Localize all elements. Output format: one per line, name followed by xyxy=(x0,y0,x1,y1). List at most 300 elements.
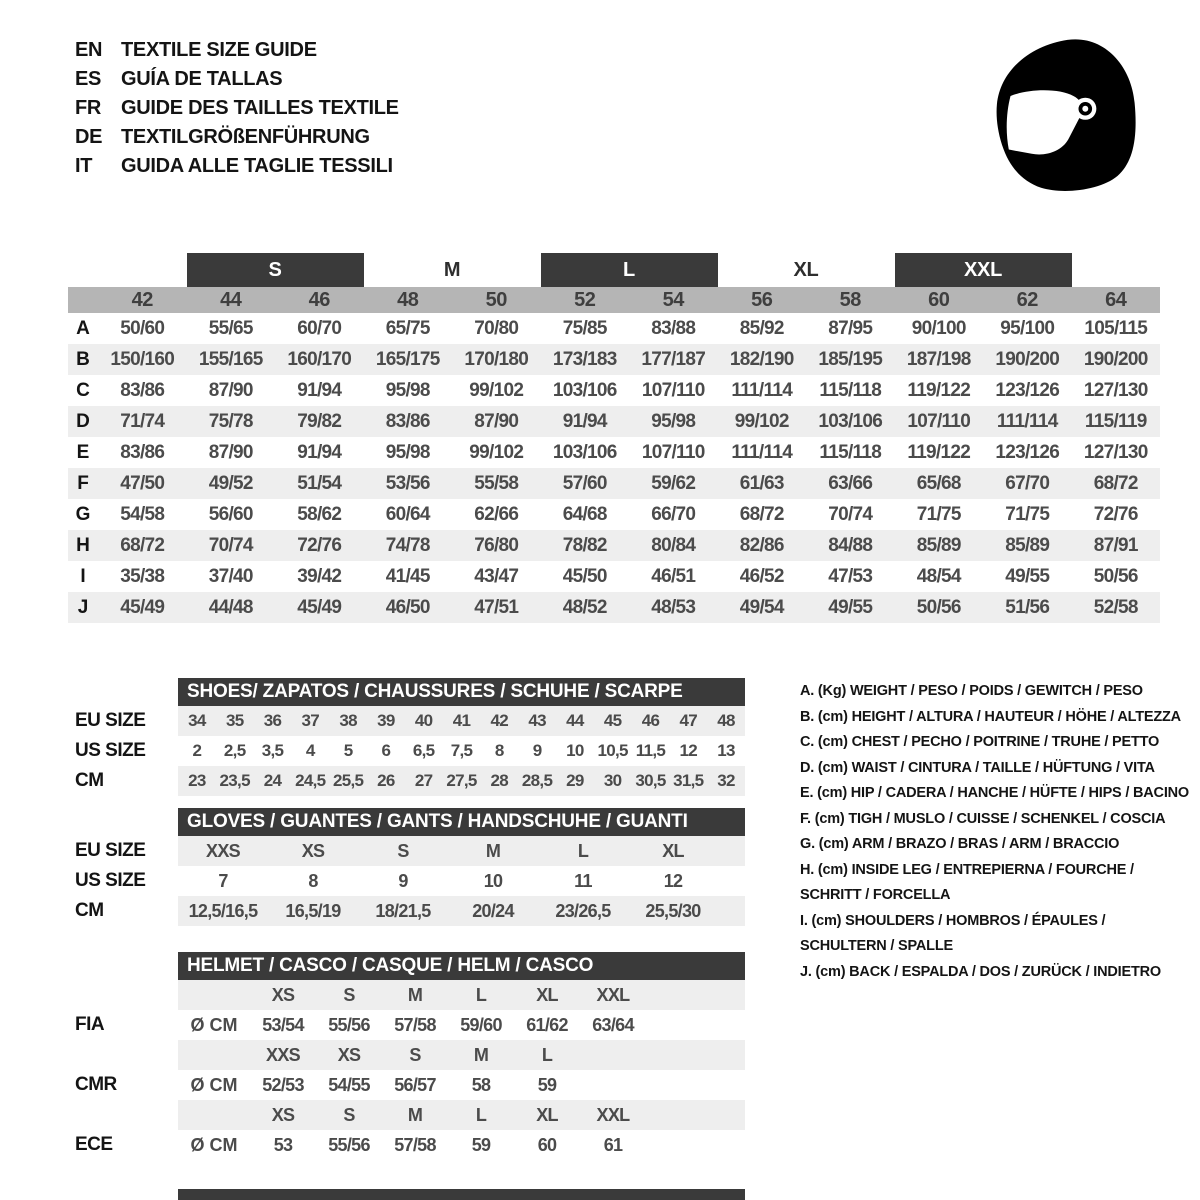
size-header-cell: S xyxy=(409,1045,421,1065)
legend-line: B. (cm) HEIGHT / ALTURA / HAUTEUR / HÖHE / ALTEZZA xyxy=(800,708,1181,725)
value-cell: 60/64 xyxy=(385,503,430,525)
legend-item xyxy=(800,858,1200,909)
column-header-cell: 44 xyxy=(220,289,242,311)
legend-line: C. (cm) CHEST / PECHO / POITRINE / TRUHE / PETTO xyxy=(800,734,1160,750)
size-band-row xyxy=(68,253,1160,287)
value-cell: 55/56 xyxy=(328,1135,370,1155)
value-cell: 55/56 xyxy=(328,1015,370,1035)
legend-item xyxy=(800,705,1200,731)
value-cell: 2,5 xyxy=(223,741,246,760)
value-cell: 103/106 xyxy=(552,441,617,463)
value-cell: 54/58 xyxy=(120,503,165,525)
value-cell: 59/62 xyxy=(651,472,696,494)
row-label: EU SIZE xyxy=(75,710,146,731)
column-header-cell: 46 xyxy=(308,289,330,311)
row-label-empty xyxy=(75,1100,178,1130)
value-cell: 65/68 xyxy=(916,472,961,494)
value-cell: 23/26,5 xyxy=(555,901,611,921)
language-row xyxy=(75,94,399,123)
unit-cell-empty xyxy=(178,980,250,1010)
row-label: E xyxy=(76,441,90,463)
size-number-header-row xyxy=(68,287,1160,313)
value-cell: 60/70 xyxy=(297,317,342,339)
size-header-cell: XS xyxy=(271,985,295,1005)
shoes-title: SHOES/ ZAPATOS / CHAUSSURES / SCHUHE / SCARPE xyxy=(187,681,683,702)
helmet-standard-label: CMR xyxy=(75,1074,117,1095)
value-cell: 47/53 xyxy=(828,565,873,587)
value-cell: 44/48 xyxy=(208,596,253,618)
value-cell: 83/86 xyxy=(120,379,165,401)
legend-item xyxy=(800,781,1200,807)
value-cell: 182/190 xyxy=(729,348,794,370)
value-cell: 71/74 xyxy=(120,410,165,432)
value-cell: 91/94 xyxy=(297,441,342,463)
value-cell: 173/183 xyxy=(552,348,617,370)
legend-line: F. (cm) TIGH / MUSLO / CUISSE / SCHENKEL / COSCIA xyxy=(800,810,1166,827)
row-label: US SIZE xyxy=(75,870,146,891)
table-row xyxy=(68,375,1160,406)
column-header-cell: 42 xyxy=(131,289,153,311)
table-row xyxy=(68,468,1160,499)
table-row xyxy=(75,836,747,866)
value-cell: 70/74 xyxy=(208,534,253,556)
value-cell: 75/85 xyxy=(562,317,607,339)
gloves-title-bar xyxy=(178,808,745,836)
table-row xyxy=(75,1130,747,1160)
gloves-table-body xyxy=(75,836,747,926)
language-row xyxy=(75,36,399,65)
table-row xyxy=(75,896,747,926)
row-label: CM xyxy=(75,770,104,791)
value-cell: 27 xyxy=(414,771,433,790)
value-cell: 83/86 xyxy=(385,410,430,432)
size-header-cell: L xyxy=(475,1105,487,1125)
value-cell: 34 xyxy=(188,711,206,730)
racing-helmet-icon xyxy=(985,28,1155,198)
table-row xyxy=(68,530,1160,561)
value-cell: 85/89 xyxy=(916,534,961,556)
row-label: F xyxy=(77,472,89,494)
size-header-cell xyxy=(580,1040,646,1070)
value-cell: 119/122 xyxy=(907,441,971,463)
value-cell: 95/100 xyxy=(1000,317,1055,339)
value-cell: 59 xyxy=(471,1135,491,1155)
value-cell: 47/50 xyxy=(120,472,165,494)
value-cell: 87/90 xyxy=(208,379,253,401)
value-cell: 10,5 xyxy=(597,741,628,760)
table-row xyxy=(68,499,1160,530)
value-cell: 56/60 xyxy=(208,503,253,525)
value-cell: 46 xyxy=(641,711,660,730)
value-cell: 45/49 xyxy=(120,596,165,618)
value-cell: 2 xyxy=(192,741,202,760)
value-cell: 58 xyxy=(471,1075,491,1095)
value-cell: 49/55 xyxy=(1005,565,1050,587)
table-row xyxy=(68,344,1160,375)
value-cell: 82/86 xyxy=(739,534,784,556)
language-row xyxy=(75,152,399,181)
column-header-cell: 48 xyxy=(397,289,419,311)
value-cell: 50/56 xyxy=(1093,565,1138,587)
row-label: CM xyxy=(75,900,104,921)
value-cell: 46/50 xyxy=(385,596,430,618)
row-values xyxy=(178,980,745,1010)
value-cell: 60 xyxy=(537,1135,557,1155)
value-cell: 6,5 xyxy=(412,741,435,760)
value-cell: 83/88 xyxy=(651,317,696,339)
value-cell: 115/119 xyxy=(1084,410,1147,432)
value-cell: 52/53 xyxy=(262,1075,304,1095)
column-header-cell: 62 xyxy=(1016,289,1038,311)
value-cell: M xyxy=(485,841,501,861)
value-cell: 78/82 xyxy=(562,534,607,556)
helmet-table xyxy=(75,952,747,1160)
size-band-xl: XL xyxy=(793,258,819,281)
value-cell: 10 xyxy=(483,871,503,891)
value-cell: 3,5 xyxy=(261,741,284,760)
column-header-cell: 60 xyxy=(928,289,950,311)
row-values xyxy=(178,1130,745,1160)
value-cell: 53/54 xyxy=(262,1015,304,1035)
value-cell: 45 xyxy=(603,711,622,730)
value-cell: 10 xyxy=(566,741,584,760)
size-header-cell: XXS xyxy=(266,1045,300,1065)
legend-line: J. (cm) BACK / ESPALDA / DOS / ZURÜCK / INDIETRO xyxy=(800,963,1161,980)
value-cell: 177/187 xyxy=(641,348,706,370)
value-cell: 107/110 xyxy=(907,410,971,432)
value-cell: 46/51 xyxy=(651,565,696,587)
row-values xyxy=(178,1100,745,1130)
row-label: J xyxy=(77,596,89,618)
value-cell: 115/118 xyxy=(819,379,882,401)
table-row xyxy=(75,866,747,896)
legend-item xyxy=(800,960,1200,986)
size-header-cell: XXL xyxy=(596,985,630,1005)
value-cell: 187/198 xyxy=(906,348,971,370)
value-cell: 6 xyxy=(381,741,391,760)
shoes-table xyxy=(75,678,747,796)
value-cell: 50/60 xyxy=(120,317,165,339)
value-cell: 37/40 xyxy=(208,565,253,587)
value-cell: 111/114 xyxy=(731,441,793,463)
value-cell: 80/84 xyxy=(651,534,696,556)
column-header-cell: 54 xyxy=(662,289,684,311)
table-row xyxy=(75,706,747,736)
value-cell: 57/58 xyxy=(394,1015,436,1035)
language-title: TEXTILE SIZE GUIDE xyxy=(121,39,317,61)
value-cell: 30,5 xyxy=(635,771,666,790)
value-cell: 70/80 xyxy=(474,317,519,339)
value-cell: 59/60 xyxy=(460,1015,502,1035)
value-cell: 35 xyxy=(225,711,244,730)
value-cell: 9 xyxy=(532,741,542,760)
value-cell: 23 xyxy=(188,771,206,790)
value-cell: 68/72 xyxy=(739,503,784,525)
row-label: C xyxy=(76,379,90,401)
value-cell: 41/45 xyxy=(385,565,430,587)
value-cell: 127/130 xyxy=(1083,441,1148,463)
table-row xyxy=(68,406,1160,437)
value-cell: 48/53 xyxy=(651,596,696,618)
column-header-cell: 52 xyxy=(574,289,596,311)
legend-item xyxy=(800,832,1200,858)
size-header-cell: L xyxy=(475,985,487,1005)
value-cell: 37 xyxy=(301,711,320,730)
value-cell: 84/88 xyxy=(828,534,873,556)
unit-cell: Ø CM xyxy=(190,1015,238,1035)
value-cell: 59 xyxy=(537,1075,557,1095)
helmet-table-body xyxy=(75,980,747,1160)
value-cell: 85/92 xyxy=(739,317,784,339)
value-cell: 23,5 xyxy=(219,771,250,790)
value-cell: 165/175 xyxy=(375,348,440,370)
language-title: GUIDA ALLE TAGLIE TESSILI xyxy=(121,155,393,177)
value-cell: 87/90 xyxy=(208,441,253,463)
value-cell: 52/58 xyxy=(1093,596,1138,618)
value-cell: 39/42 xyxy=(297,565,342,587)
legend-line: SCHRITT / FORCELLA xyxy=(800,887,951,903)
value-cell: 57/60 xyxy=(562,472,607,494)
row-values xyxy=(178,896,745,926)
value-cell: 26 xyxy=(377,771,395,790)
value-cell: 107/110 xyxy=(641,441,705,463)
value-cell: 55/58 xyxy=(474,472,519,494)
row-label: D xyxy=(76,410,90,432)
value-cell: 44 xyxy=(566,711,584,730)
value-cell: 57/58 xyxy=(394,1135,436,1155)
legend-line: E. (cm) HIP / CADERA / HANCHE / HÜFTE / HIPS / BACINO xyxy=(800,785,1189,801)
value-cell: XS xyxy=(301,841,325,861)
legend-line: D. (cm) WAIST / CINTURA / TAILLE / HÜFTUNG / VITA xyxy=(800,759,1155,776)
helmet-size-row xyxy=(75,1040,747,1070)
value-cell: 16,5/19 xyxy=(285,901,341,921)
value-cell: 53 xyxy=(273,1135,293,1155)
size-header-cell: XS xyxy=(271,1105,295,1125)
helmet-title-bar xyxy=(178,952,745,980)
value-cell: 76/80 xyxy=(474,534,519,556)
value-cell: 99/102 xyxy=(469,441,524,463)
value-cell: 123/126 xyxy=(995,379,1060,401)
size-header-cell: M xyxy=(407,1105,423,1125)
value-cell: 32 xyxy=(717,771,735,790)
row-values xyxy=(178,1070,745,1100)
value-cell: 45/50 xyxy=(562,565,607,587)
value-cell: 107/110 xyxy=(641,379,705,401)
unit-cell: Ø CM xyxy=(190,1075,238,1095)
value-cell: 87/90 xyxy=(474,410,519,432)
value-cell: 4 xyxy=(305,741,315,760)
row-label-spacer xyxy=(68,287,98,313)
value-cell: 79/82 xyxy=(297,410,342,432)
language-code: EN xyxy=(75,39,103,61)
size-header-cell: XXL xyxy=(596,1105,630,1125)
value-cell: 48/54 xyxy=(916,565,961,587)
table-row xyxy=(68,437,1160,468)
column-header-cell: 50 xyxy=(485,289,507,311)
size-band-xxl: XXL xyxy=(895,253,1072,287)
value-cell: 24,5 xyxy=(295,771,326,790)
value-cell: 40 xyxy=(414,711,433,730)
size-band-s: S xyxy=(187,253,364,287)
value-cell: 83/86 xyxy=(120,441,165,463)
value-cell: 99/102 xyxy=(469,379,524,401)
legend-line: SCHULTERN / SPALLE xyxy=(800,938,953,954)
value-cell: 25,5 xyxy=(332,771,364,790)
language-row xyxy=(75,123,399,152)
value-cell: 54/55 xyxy=(328,1075,370,1095)
value-cell: 63/66 xyxy=(828,472,873,494)
helmet-title: HELMET / CASCO / CASQUE / HELM / CASCO xyxy=(187,955,594,976)
value-cell: 67/70 xyxy=(1005,472,1050,494)
value-cell: 111/114 xyxy=(731,379,793,401)
value-cell: 70/74 xyxy=(828,503,873,525)
value-cell: 61/63 xyxy=(739,472,784,494)
value-cell: 28 xyxy=(490,771,509,790)
row-label: A xyxy=(76,317,90,339)
language-title: TEXTILGRÖßENFÜHRUNG xyxy=(121,126,370,148)
shoes-title-bar xyxy=(178,678,745,706)
value-cell: 12 xyxy=(679,741,698,760)
size-header-cell: L xyxy=(541,1045,553,1065)
value-cell: 127/130 xyxy=(1083,379,1148,401)
value-cell: 43/47 xyxy=(474,565,519,587)
size-header-cell: M xyxy=(473,1045,489,1065)
size-header-cell: S xyxy=(343,985,355,1005)
value-cell: 29 xyxy=(566,771,584,790)
value-cell: 20/24 xyxy=(472,901,514,921)
value-cell: 41 xyxy=(452,711,471,730)
value-cell: 30 xyxy=(603,771,622,790)
value-cell: 31,5 xyxy=(673,771,704,790)
value-cell: 47 xyxy=(679,711,698,730)
table-row xyxy=(75,1070,747,1100)
value-cell: 85/89 xyxy=(1005,534,1050,556)
value-cell: 13 xyxy=(717,741,735,760)
value-cell: 160/170 xyxy=(287,348,352,370)
value-cell: 43 xyxy=(528,711,546,730)
value-cell: 64/68 xyxy=(562,503,607,525)
language-title-list xyxy=(75,36,399,181)
legend-item xyxy=(800,807,1200,833)
value-cell: 7,5 xyxy=(450,741,473,760)
helmet-size-row xyxy=(75,1100,747,1130)
value-cell: 50/56 xyxy=(916,596,961,618)
value-cell: 190/200 xyxy=(995,348,1060,370)
value-cell: 45/49 xyxy=(297,596,342,618)
value-cell: 12,5/16,5 xyxy=(188,901,258,921)
language-code: IT xyxy=(75,155,93,177)
column-header-cell: 64 xyxy=(1105,289,1127,311)
value-cell: 8 xyxy=(494,741,504,760)
value-cell: 99/102 xyxy=(734,410,789,432)
value-cell: 72/76 xyxy=(1093,503,1138,525)
value-cell: 61 xyxy=(603,1135,623,1155)
main-size-table xyxy=(68,253,1160,623)
row-label: EU SIZE xyxy=(75,840,146,861)
legend-line: G. (cm) ARM / BRAZO / BRAS / ARM / BRACCIO xyxy=(800,836,1120,852)
value-cell: XL xyxy=(662,841,684,861)
value-cell: 103/106 xyxy=(552,379,617,401)
value-cell: 35/38 xyxy=(120,565,165,587)
legend-item xyxy=(800,679,1200,705)
language-title: GUIDE DES TAILLES TEXTILE xyxy=(121,97,399,119)
value-cell: 68/72 xyxy=(120,534,165,556)
value-cell: 155/165 xyxy=(198,348,263,370)
column-header-cell: 58 xyxy=(839,289,861,311)
value-cell: 123/126 xyxy=(995,441,1060,463)
value-cell: XXS xyxy=(206,841,240,861)
table-row xyxy=(68,313,1160,344)
unit-cell-empty xyxy=(178,1040,250,1070)
helmet-size-row xyxy=(75,980,747,1010)
value-cell: 95/98 xyxy=(385,379,430,401)
legend-item xyxy=(800,909,1200,960)
value-cell: 39 xyxy=(377,711,395,730)
language-row xyxy=(75,65,399,94)
table-row xyxy=(75,1010,747,1040)
helmet-standard-label: FIA xyxy=(75,1014,105,1035)
row-label: H xyxy=(76,534,90,556)
value-cell: 91/94 xyxy=(562,410,607,432)
value-cell: 75/78 xyxy=(208,410,253,432)
value-cell: 47/51 xyxy=(474,596,519,618)
value-cell: 91/94 xyxy=(297,379,342,401)
value-cell: 48 xyxy=(717,711,735,730)
value-cell: 150/160 xyxy=(110,348,175,370)
value-cell: 119/122 xyxy=(907,379,971,401)
value-cell: S xyxy=(397,841,409,861)
value-cell: 11,5 xyxy=(635,741,666,760)
value-cell: 190/200 xyxy=(1083,348,1148,370)
unit-cell-empty xyxy=(178,1100,250,1130)
value-cell: 55/65 xyxy=(208,317,253,339)
value-cell: L xyxy=(577,841,589,861)
value-cell: 105/115 xyxy=(1084,317,1148,339)
language-code: FR xyxy=(75,97,102,119)
value-cell: 185/195 xyxy=(818,348,883,370)
size-header-cell: M xyxy=(407,985,423,1005)
row-label: G xyxy=(75,503,91,525)
value-cell: 48/52 xyxy=(562,596,607,618)
size-band-m: M xyxy=(443,258,461,281)
value-cell: 38 xyxy=(339,711,357,730)
unit-cell: Ø CM xyxy=(190,1135,238,1155)
value-cell: 87/91 xyxy=(1093,534,1138,556)
value-cell: 8 xyxy=(308,871,318,891)
legend-line: I. (cm) SHOULDERS / HOMBROS / ÉPAULES / xyxy=(800,912,1106,929)
value-cell: 12 xyxy=(663,871,683,891)
column-header-cell: 56 xyxy=(751,289,773,311)
value-cell: 111/114 xyxy=(996,410,1058,432)
value-cell: 51/56 xyxy=(1005,596,1050,618)
value-cell: 72/76 xyxy=(297,534,342,556)
value-cell: 87/95 xyxy=(828,317,873,339)
value-cell: 66/70 xyxy=(651,503,696,525)
size-header-cell: S xyxy=(343,1105,355,1125)
row-values xyxy=(178,836,745,866)
table-row xyxy=(68,561,1160,592)
value-cell: 95/98 xyxy=(385,441,430,463)
language-code: DE xyxy=(75,126,103,148)
value-cell: 24 xyxy=(263,771,282,790)
value-cell: 51/54 xyxy=(297,472,342,494)
value-cell: 62/66 xyxy=(474,503,519,525)
value-cell: 74/78 xyxy=(385,534,430,556)
value-cell: 46/52 xyxy=(739,565,784,587)
shoes-table-body xyxy=(75,706,747,796)
value-cell: 61/62 xyxy=(526,1015,568,1035)
legend-line: A. (Kg) WEIGHT / PESO / POIDS / GEWITCH / PESO xyxy=(800,683,1143,699)
